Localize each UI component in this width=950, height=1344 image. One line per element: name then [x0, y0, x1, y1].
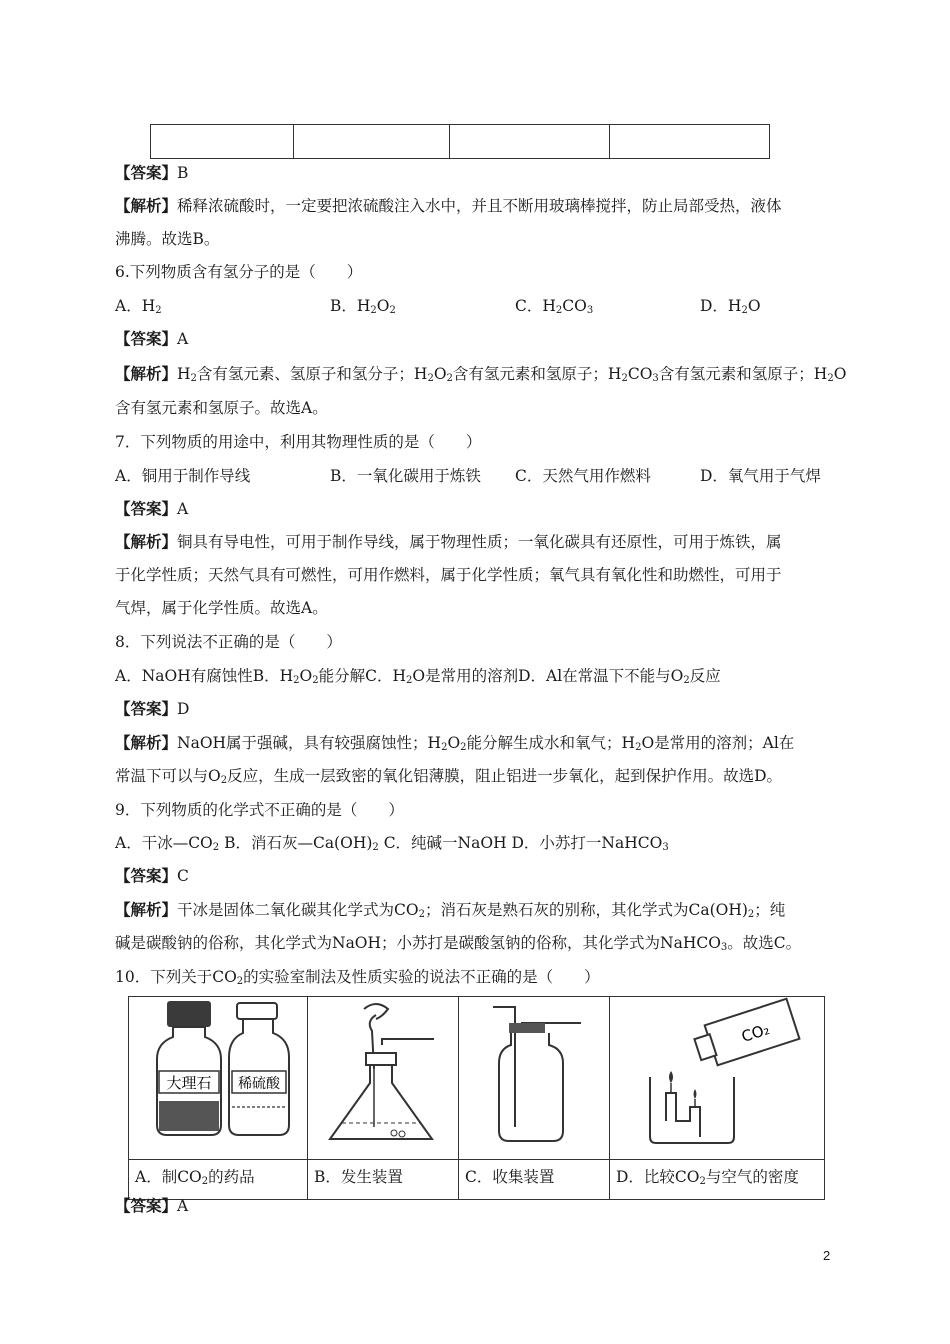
- q5-answer: 【答案】B: [115, 164, 189, 182]
- density-figure: [610, 997, 824, 1155]
- q9-analysis-cont: 碱是碳酸钠的俗称，其化学式为NaOH；小苏打是碳酸氢钠的俗称，其化学式为NaHCO$_3$。故选C。: [115, 934, 802, 953]
- co2-label: CO₂: [739, 1020, 772, 1046]
- bottle-stopper: [167, 1001, 211, 1027]
- q6-analysis-cont: 含有氢元素和氢原子。故选A。: [115, 399, 328, 417]
- q6-answer: 【答案】A: [115, 330, 189, 348]
- q6-analysis: 【解析】$H_2$含有氢元素、氢原子和氢分子；$H_2O_2$含有氢元素和氢原子；$H_2CO_3$含有氢元素和氢原子；$H_2O$: [115, 365, 847, 384]
- q8-stem: 8．下列说法不正确的是（ ）: [115, 633, 342, 651]
- q8-analysis: 【解析】NaOH属于强碱，具有较强腐蚀性；$H_2O_2$能分解生成水和氧气；$H_2O$是常用的溶剂；Al在: [115, 734, 795, 753]
- figure-cell-a: [129, 997, 308, 1160]
- solid-piece: [399, 1131, 405, 1137]
- flame-icon: [669, 1071, 673, 1083]
- conical-flask: [330, 1065, 432, 1139]
- generator-figure: [308, 997, 458, 1155]
- funnel-top: [364, 1004, 388, 1019]
- acid-stopper: [237, 1003, 277, 1019]
- q6-option-c: C．$H_2CO_3$: [515, 297, 594, 316]
- q7-analysis-cont: 于化学性质；天然气具有可燃性，可用作燃料，属于化学性质；氧气具有氧化性和助燃性，可用于: [115, 566, 782, 584]
- q10-stem: 10．下列关于$CO_2$的实验室制法及性质实验的说法不正确的是（ ）: [115, 968, 600, 987]
- q10-figure-table: [128, 996, 825, 1200]
- q6-option-a: A．$H_2$: [115, 297, 162, 316]
- q9-options: A．干冰$—CO_2$ B．消石灰$—Ca(OH)_2$ C．纯碱一NaOH D．小苏打一NaHCO$_3$: [115, 834, 669, 853]
- caption-c: C．收集装置: [459, 1160, 610, 1200]
- q7-stem: 7．下列物质的用途中，利用其物理性质的是（ ）: [115, 433, 482, 451]
- delivery-tube: [382, 1039, 434, 1045]
- q10-answer: 【答案】A: [115, 1197, 189, 1215]
- q9-stem: 9．下列物质的化学式不正确的是（ ）: [115, 801, 404, 819]
- table-cell: [151, 125, 294, 159]
- q7-option-a: A．铜用于制作导线: [115, 467, 251, 485]
- q7-analysis: 【解析】铜具有导电性，可用于制作导线，属于物理性质；一氧化碳具有还原性，可用于炼铁，属: [115, 533, 782, 551]
- q8-answer: 【答案】D: [115, 700, 190, 718]
- stopper: [366, 1053, 396, 1065]
- q8-options: A．NaOH有腐蚀性B．$H_2O_2$能分解C．$H_2O$是常用的溶剂D．Al在常温下不能与$O_2$反应: [115, 667, 721, 686]
- q5-analysis-cont: 沸腾。故选B。: [115, 230, 220, 248]
- co2-cylinder: [691, 999, 799, 1070]
- q6-option-d: D．$H_2O$: [700, 297, 761, 316]
- q7-analysis-cont2: 气焊，属于化学性质。故选A。: [115, 599, 328, 617]
- top-table: [150, 124, 770, 159]
- marble-label: 大理石: [166, 1074, 212, 1092]
- marble-chips: [159, 1101, 219, 1131]
- solid-piece: [391, 1130, 397, 1136]
- figure-cell-d: [610, 997, 825, 1160]
- q7-option-b: B．一氧化碳用于炼铁: [330, 467, 481, 485]
- q8-analysis-cont: 常温下可以与$O_2$反应，生成一层致密的氧化铝薄膜，阻止铝进一步氧化，起到保护作用。故选D。: [115, 767, 783, 786]
- q9-analysis: 【解析】干冰是固体二氧化碳其化学式为$CO_2$；消石灰是熟石灰的别称，其化学式为$Ca(OH)_2$；纯: [115, 901, 786, 920]
- q7-option-c: C．天然气用作燃料: [515, 467, 651, 485]
- beaker: [650, 1077, 734, 1143]
- figure-cell-c: [459, 997, 610, 1160]
- table-cell: [294, 125, 450, 159]
- caption-a: A．制$CO_2$的药品: [129, 1160, 308, 1200]
- flame-icon: [694, 1089, 697, 1099]
- caption-d: D．比较$CO_2$与空气的密度: [610, 1160, 825, 1200]
- q5-analysis: 【解析】稀释浓硫酸时，一定要把浓硫酸注入水中，并且不断用玻璃棒搅拌，防止局部受热，液体: [115, 197, 782, 215]
- collector-stopper: [509, 1023, 545, 1033]
- q9-answer: 【答案】C: [115, 867, 189, 885]
- acid-label: 稀硫酸: [238, 1076, 280, 1092]
- q7-option-d: D．氧气用于气焊: [700, 467, 821, 485]
- q6-option-b: B．$H_2O_2$: [330, 297, 396, 316]
- page-number: 2: [823, 1248, 831, 1263]
- q7-answer: 【答案】A: [115, 500, 189, 518]
- table-cell: [450, 125, 610, 159]
- collector-figure: [459, 997, 609, 1155]
- caption-b: B．发生装置: [308, 1160, 459, 1200]
- table-cell: [610, 125, 770, 159]
- reagent-bottles-figure: [129, 997, 307, 1155]
- figure-cell-b: [308, 997, 459, 1160]
- gas-jar: [499, 1033, 563, 1141]
- q6-stem: 6.下列物质含有氢分子的是（ ）: [115, 263, 363, 281]
